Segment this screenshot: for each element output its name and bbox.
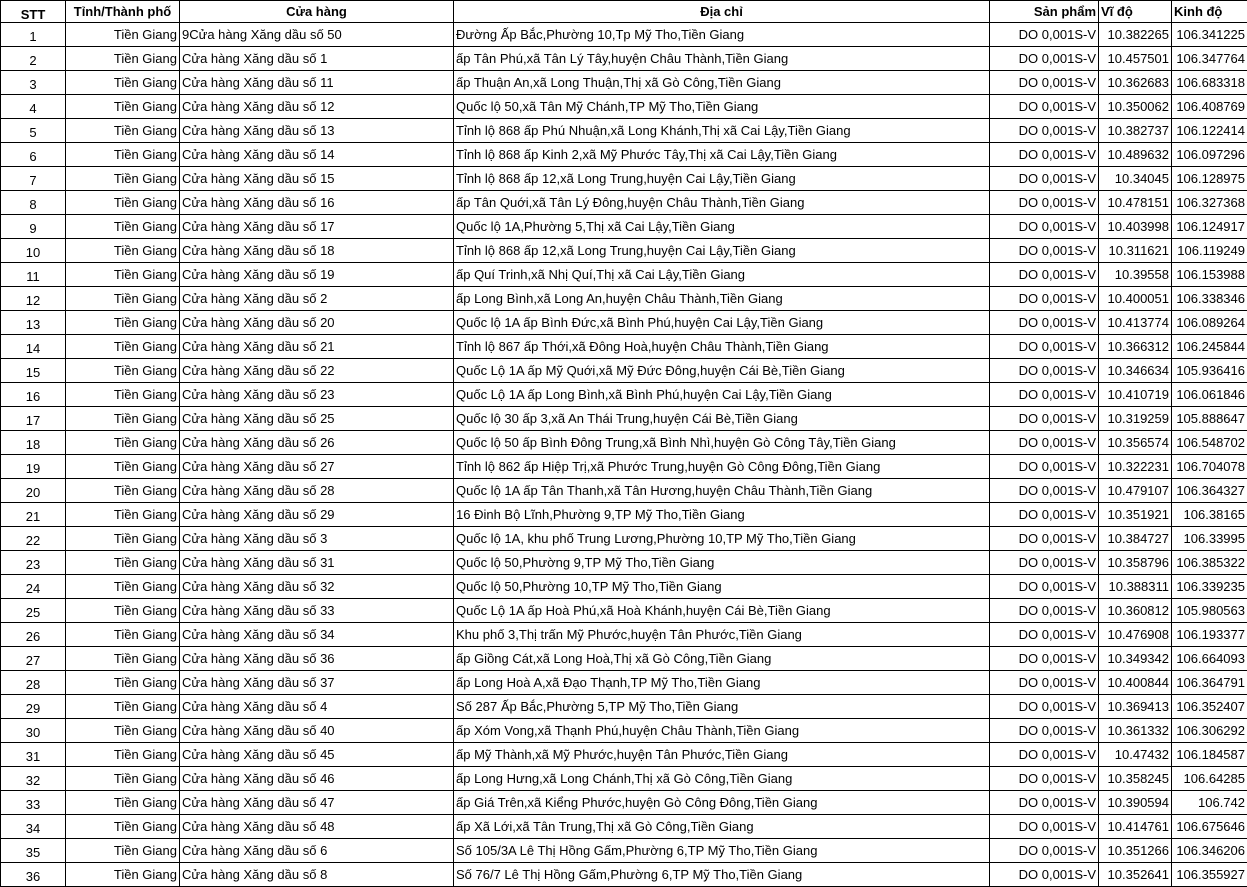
- cell-province: Tiền Giang: [66, 23, 180, 47]
- cell-stt: 27: [1, 647, 66, 671]
- cell-address: Quốc Lộ 1A ấp Hoà Phú,xã Hoà Khánh,huyện Cái Bè,Tiền Giang: [454, 599, 990, 623]
- cell-store: Cửa hàng Xăng dầu số 11: [180, 71, 454, 95]
- cell-stt: 33: [1, 791, 66, 815]
- cell-product: DO 0,001S-V: [990, 71, 1099, 95]
- table-row: [1, 95, 1247, 119]
- cell-store: Cửa hàng Xăng dầu số 17: [180, 215, 454, 239]
- cell-product: DO 0,001S-V: [990, 95, 1099, 119]
- cell-store: Cửa hàng Xăng dầu số 14: [180, 143, 454, 167]
- cell-province: Tiền Giang: [66, 527, 180, 551]
- cell-address: Tỉnh lộ 862 ấp Hiệp Trị,xã Phước Trung,huyện Gò Công Đông,Tiền Giang: [454, 455, 990, 479]
- cell-stt: 36: [1, 863, 66, 887]
- cell-province: Tiền Giang: [66, 743, 180, 767]
- cell-product: DO 0,001S-V: [990, 479, 1099, 503]
- cell-latitude: 10.361332: [1099, 719, 1172, 743]
- cell-province: Tiền Giang: [66, 431, 180, 455]
- cell-address: 16 Đinh Bộ Lĩnh,Phường 9,TP Mỹ Tho,Tiền Giang: [454, 503, 990, 527]
- cell-product: DO 0,001S-V: [990, 359, 1099, 383]
- cell-address: Số 76/7 Lê Thị Hồng Gấm,Phường 6,TP Mỹ Tho,Tiền Giang: [454, 863, 990, 887]
- cell-province: Tiền Giang: [66, 167, 180, 191]
- cell-stt: 22: [1, 527, 66, 551]
- cell-product: DO 0,001S-V: [990, 599, 1099, 623]
- cell-address: ấp Tân Phú,xã Tân Lý Tây,huyện Châu Thành,Tiền Giang: [454, 47, 990, 71]
- table-row: [1, 407, 1247, 431]
- cell-product: DO 0,001S-V: [990, 311, 1099, 335]
- cell-stt: 16: [1, 383, 66, 407]
- cell-longitude: 106.742: [1172, 791, 1247, 815]
- cell-longitude: 106.184587: [1172, 743, 1247, 767]
- cell-longitude: 106.683318: [1172, 71, 1247, 95]
- table-row: [1, 479, 1247, 503]
- cell-stt: 23: [1, 551, 66, 575]
- cell-latitude: 10.390594: [1099, 791, 1172, 815]
- header-store: Cửa hàng: [180, 1, 454, 23]
- cell-product: DO 0,001S-V: [990, 671, 1099, 695]
- cell-stt: 32: [1, 767, 66, 791]
- cell-province: Tiền Giang: [66, 455, 180, 479]
- table-row: [1, 23, 1247, 47]
- cell-longitude: 106.364327: [1172, 479, 1247, 503]
- cell-latitude: 10.350062: [1099, 95, 1172, 119]
- cell-address: ấp Mỹ Thành,xã Mỹ Phước,huyện Tân Phước,Tiền Giang: [454, 743, 990, 767]
- cell-longitude: 106.364791: [1172, 671, 1247, 695]
- table-row: [1, 743, 1247, 767]
- cell-product: DO 0,001S-V: [990, 527, 1099, 551]
- cell-province: Tiền Giang: [66, 695, 180, 719]
- cell-address: ấp Thuận An,xã Long Thuận,Thị xã Gò Công,Tiền Giang: [454, 71, 990, 95]
- cell-store: Cửa hàng Xăng dầu số 18: [180, 239, 454, 263]
- cell-stt: 10: [1, 239, 66, 263]
- cell-product: DO 0,001S-V: [990, 503, 1099, 527]
- cell-latitude: 10.403998: [1099, 215, 1172, 239]
- table-row: [1, 527, 1247, 551]
- cell-store: Cửa hàng Xăng dầu số 3: [180, 527, 454, 551]
- cell-store: Cửa hàng Xăng dầu số 4: [180, 695, 454, 719]
- cell-longitude: 106.153988: [1172, 263, 1247, 287]
- cell-product: DO 0,001S-V: [990, 431, 1099, 455]
- cell-province: Tiền Giang: [66, 311, 180, 335]
- cell-latitude: 10.384727: [1099, 527, 1172, 551]
- cell-latitude: 10.351266: [1099, 839, 1172, 863]
- cell-stt: 14: [1, 335, 66, 359]
- cell-store: Cửa hàng Xăng dầu số 29: [180, 503, 454, 527]
- table-row: [1, 575, 1247, 599]
- cell-province: Tiền Giang: [66, 479, 180, 503]
- cell-product: DO 0,001S-V: [990, 719, 1099, 743]
- cell-address: Quốc lộ 1A ấp Bình Đức,xã Bình Phú,huyện Cai Lậy,Tiền Giang: [454, 311, 990, 335]
- cell-address: ấp Giá Trên,xã Kiểng Phước,huyện Gò Công Đông,Tiền Giang: [454, 791, 990, 815]
- cell-longitude: 105.936416: [1172, 359, 1247, 383]
- cell-product: DO 0,001S-V: [990, 695, 1099, 719]
- cell-longitude: 106.346206: [1172, 839, 1247, 863]
- cell-product: DO 0,001S-V: [990, 143, 1099, 167]
- cell-longitude: 106.124917: [1172, 215, 1247, 239]
- table-row: [1, 335, 1247, 359]
- cell-product: DO 0,001S-V: [990, 791, 1099, 815]
- cell-store: Cửa hàng Xăng dầu số 25: [180, 407, 454, 431]
- cell-address: Quốc lộ 1A,Phường 5,Thị xã Cai Lậy,Tiền Giang: [454, 215, 990, 239]
- cell-province: Tiền Giang: [66, 767, 180, 791]
- cell-address: Tỉnh lộ 868 ấp 12,xã Long Trung,huyện Cai Lậy,Tiền Giang: [454, 239, 990, 263]
- cell-longitude: 106.664093: [1172, 647, 1247, 671]
- cell-stt: 5: [1, 119, 66, 143]
- cell-store: Cửa hàng Xăng dầu số 48: [180, 815, 454, 839]
- cell-stt: 1: [1, 23, 66, 47]
- cell-product: DO 0,001S-V: [990, 863, 1099, 887]
- cell-store: Cửa hàng Xăng dầu số 13: [180, 119, 454, 143]
- cell-stt: 30: [1, 719, 66, 743]
- cell-latitude: 10.457501: [1099, 47, 1172, 71]
- table-row: [1, 71, 1247, 95]
- cell-latitude: 10.358796: [1099, 551, 1172, 575]
- cell-stt: 11: [1, 263, 66, 287]
- cell-province: Tiền Giang: [66, 623, 180, 647]
- header-address: Địa chỉ: [454, 1, 990, 23]
- table-row: [1, 767, 1247, 791]
- cell-latitude: 10.366312: [1099, 335, 1172, 359]
- cell-longitude: 106.64285: [1172, 767, 1247, 791]
- cell-latitude: 10.47432: [1099, 743, 1172, 767]
- cell-latitude: 10.410719: [1099, 383, 1172, 407]
- cell-longitude: 106.355927: [1172, 863, 1247, 887]
- cell-store: Cửa hàng Xăng dầu số 26: [180, 431, 454, 455]
- cell-stt: 12: [1, 287, 66, 311]
- cell-stt: 28: [1, 671, 66, 695]
- cell-store: Cửa hàng Xăng dầu số 33: [180, 599, 454, 623]
- cell-latitude: 10.356574: [1099, 431, 1172, 455]
- cell-longitude: 106.339235: [1172, 575, 1247, 599]
- cell-product: DO 0,001S-V: [990, 215, 1099, 239]
- cell-product: DO 0,001S-V: [990, 647, 1099, 671]
- cell-latitude: 10.311621: [1099, 239, 1172, 263]
- table-row: [1, 839, 1247, 863]
- cell-longitude: 106.338346: [1172, 287, 1247, 311]
- cell-store: Cửa hàng Xăng dầu số 1: [180, 47, 454, 71]
- table-row: [1, 695, 1247, 719]
- header-row: [1, 1, 1247, 23]
- cell-longitude: 106.385322: [1172, 551, 1247, 575]
- cell-stt: 31: [1, 743, 66, 767]
- table-row: [1, 191, 1247, 215]
- cell-latitude: 10.400051: [1099, 287, 1172, 311]
- cell-latitude: 10.382265: [1099, 23, 1172, 47]
- cell-stt: 25: [1, 599, 66, 623]
- cell-longitude: 105.888647: [1172, 407, 1247, 431]
- cell-store: Cửa hàng Xăng dầu số 20: [180, 311, 454, 335]
- cell-stt: 29: [1, 695, 66, 719]
- cell-store: Cửa hàng Xăng dầu số 6: [180, 839, 454, 863]
- cell-address: Quốc lộ 50,xã Tân Mỹ Chánh,TP Mỹ Tho,Tiền Giang: [454, 95, 990, 119]
- table-row: [1, 383, 1247, 407]
- cell-address: Quốc lộ 1A ấp Tân Thanh,xã Tân Hương,huyện Châu Thành,Tiền Giang: [454, 479, 990, 503]
- table-row: [1, 47, 1247, 71]
- cell-address: ấp Giồng Cát,xã Long Hoà,Thị xã Gò Công,Tiền Giang: [454, 647, 990, 671]
- cell-stt: 7: [1, 167, 66, 191]
- cell-product: DO 0,001S-V: [990, 335, 1099, 359]
- cell-longitude: 106.119249: [1172, 239, 1247, 263]
- cell-province: Tiền Giang: [66, 95, 180, 119]
- cell-latitude: 10.349342: [1099, 647, 1172, 671]
- cell-address: Quốc lộ 50 ấp Bình Đông Trung,xã Bình Nhì,huyện Gò Công Tây,Tiền Giang: [454, 431, 990, 455]
- cell-latitude: 10.352641: [1099, 863, 1172, 887]
- cell-product: DO 0,001S-V: [990, 839, 1099, 863]
- table-row: [1, 215, 1247, 239]
- cell-longitude: 106.128975: [1172, 167, 1247, 191]
- cell-stt: 19: [1, 455, 66, 479]
- cell-latitude: 10.319259: [1099, 407, 1172, 431]
- table-row: [1, 503, 1247, 527]
- table-row: [1, 551, 1247, 575]
- cell-address: Số 105/3A Lê Thị Hồng Gấm,Phường 6,TP Mỹ Tho,Tiền Giang: [454, 839, 990, 863]
- cell-latitude: 10.479107: [1099, 479, 1172, 503]
- cell-address: Quốc Lộ 1A ấp Long Bình,xã Bình Phú,huyện Cai Lậy,Tiền Giang: [454, 383, 990, 407]
- cell-address: ấp Long Hưng,xã Long Chánh,Thị xã Gò Công,Tiền Giang: [454, 767, 990, 791]
- table-row: [1, 599, 1247, 623]
- cell-latitude: 10.346634: [1099, 359, 1172, 383]
- table-row: [1, 287, 1247, 311]
- cell-longitude: 105.980563: [1172, 599, 1247, 623]
- cell-store: Cửa hàng Xăng dầu số 28: [180, 479, 454, 503]
- cell-province: Tiền Giang: [66, 335, 180, 359]
- cell-province: Tiền Giang: [66, 839, 180, 863]
- cell-province: Tiền Giang: [66, 791, 180, 815]
- cell-address: ấp Xóm Vong,xã Thạnh Phú,huyện Châu Thành,Tiền Giang: [454, 719, 990, 743]
- cell-address: ấp Long Hoà A,xã Đạo Thạnh,TP Mỹ Tho,Tiền Giang: [454, 671, 990, 695]
- cell-latitude: 10.400844: [1099, 671, 1172, 695]
- cell-province: Tiền Giang: [66, 263, 180, 287]
- cell-stt: 24: [1, 575, 66, 599]
- cell-latitude: 10.358245: [1099, 767, 1172, 791]
- cell-province: Tiền Giang: [66, 359, 180, 383]
- cell-address: Tỉnh lộ 868 ấp Phú Nhuận,xã Long Khánh,Thị xã Cai Lậy,Tiền Giang: [454, 119, 990, 143]
- cell-longitude: 106.704078: [1172, 455, 1247, 479]
- cell-stt: 15: [1, 359, 66, 383]
- cell-address: Khu phố 3,Thị trấn Mỹ Phước,huyện Tân Phước,Tiền Giang: [454, 623, 990, 647]
- cell-stt: 26: [1, 623, 66, 647]
- cell-latitude: 10.34045: [1099, 167, 1172, 191]
- cell-province: Tiền Giang: [66, 215, 180, 239]
- cell-longitude: 106.245844: [1172, 335, 1247, 359]
- cell-product: DO 0,001S-V: [990, 407, 1099, 431]
- table-row: [1, 455, 1247, 479]
- cell-stt: 34: [1, 815, 66, 839]
- cell-product: DO 0,001S-V: [990, 263, 1099, 287]
- cell-address: ấp Tân Quới,xã Tân Lý Đông,huyện Châu Thành,Tiền Giang: [454, 191, 990, 215]
- cell-longitude: 106.675646: [1172, 815, 1247, 839]
- header-stt: STT: [1, 1, 66, 23]
- cell-product: DO 0,001S-V: [990, 23, 1099, 47]
- cell-province: Tiền Giang: [66, 287, 180, 311]
- cell-store: Cửa hàng Xăng dầu số 19: [180, 263, 454, 287]
- cell-stt: 8: [1, 191, 66, 215]
- cell-province: Tiền Giang: [66, 71, 180, 95]
- cell-product: DO 0,001S-V: [990, 191, 1099, 215]
- cell-stt: 35: [1, 839, 66, 863]
- cell-product: DO 0,001S-V: [990, 383, 1099, 407]
- cell-province: Tiền Giang: [66, 191, 180, 215]
- table-row: [1, 119, 1247, 143]
- cell-latitude: 10.414761: [1099, 815, 1172, 839]
- cell-address: Tỉnh lộ 868 ấp 12,xã Long Trung,huyện Cai Lậy,Tiền Giang: [454, 167, 990, 191]
- cell-address: Tỉnh lộ 867 ấp Thới,xã Đông Hoà,huyện Châu Thành,Tiền Giang: [454, 335, 990, 359]
- cell-province: Tiền Giang: [66, 407, 180, 431]
- table-row: [1, 311, 1247, 335]
- cell-address: Quốc lộ 30 ấp 3,xã An Thái Trung,huyện Cái Bè,Tiền Giang: [454, 407, 990, 431]
- cell-province: Tiền Giang: [66, 503, 180, 527]
- cell-product: DO 0,001S-V: [990, 47, 1099, 71]
- cell-store: Cửa hàng Xăng dầu số 2: [180, 287, 454, 311]
- table-row: [1, 431, 1247, 455]
- cell-province: Tiền Giang: [66, 575, 180, 599]
- cell-address: ấp Xã Lới,xã Tân Trung,Thị xã Gò Công,Tiền Giang: [454, 815, 990, 839]
- table-row: [1, 791, 1247, 815]
- cell-longitude: 106.408769: [1172, 95, 1247, 119]
- cell-product: DO 0,001S-V: [990, 815, 1099, 839]
- cell-province: Tiền Giang: [66, 647, 180, 671]
- cell-store: Cửa hàng Xăng dầu số 32: [180, 575, 454, 599]
- cell-store: Cửa hàng Xăng dầu số 27: [180, 455, 454, 479]
- cell-address: Số 287 Ấp Bắc,Phường 5,TP Mỹ Tho,Tiền Giang: [454, 695, 990, 719]
- cell-store: Cửa hàng Xăng dầu số 16: [180, 191, 454, 215]
- cell-longitude: 106.089264: [1172, 311, 1247, 335]
- cell-stt: 9: [1, 215, 66, 239]
- cell-stt: 13: [1, 311, 66, 335]
- cell-longitude: 106.352407: [1172, 695, 1247, 719]
- cell-province: Tiền Giang: [66, 815, 180, 839]
- cell-longitude: 106.327368: [1172, 191, 1247, 215]
- cell-longitude: 106.33995: [1172, 527, 1247, 551]
- cell-product: DO 0,001S-V: [990, 623, 1099, 647]
- cell-store: Cửa hàng Xăng dầu số 12: [180, 95, 454, 119]
- cell-latitude: 10.322231: [1099, 455, 1172, 479]
- cell-province: Tiền Giang: [66, 551, 180, 575]
- cell-latitude: 10.388311: [1099, 575, 1172, 599]
- header-longitude: Kinh độ: [1172, 1, 1247, 23]
- cell-province: Tiền Giang: [66, 383, 180, 407]
- cell-longitude: 106.548702: [1172, 431, 1247, 455]
- cell-store: Cửa hàng Xăng dầu số 37: [180, 671, 454, 695]
- cell-longitude: 106.193377: [1172, 623, 1247, 647]
- cell-product: DO 0,001S-V: [990, 119, 1099, 143]
- cell-stt: 20: [1, 479, 66, 503]
- cell-latitude: 10.382737: [1099, 119, 1172, 143]
- table-row: [1, 863, 1247, 887]
- cell-longitude: 106.097296: [1172, 143, 1247, 167]
- cell-product: DO 0,001S-V: [990, 551, 1099, 575]
- cell-latitude: 10.489632: [1099, 143, 1172, 167]
- cell-store: Cửa hàng Xăng dầu số 8: [180, 863, 454, 887]
- cell-province: Tiền Giang: [66, 863, 180, 887]
- cell-store: Cửa hàng Xăng dầu số 23: [180, 383, 454, 407]
- cell-product: DO 0,001S-V: [990, 167, 1099, 191]
- cell-store: Cửa hàng Xăng dầu số 40: [180, 719, 454, 743]
- cell-province: Tiền Giang: [66, 143, 180, 167]
- header-latitude: Vĩ độ: [1099, 1, 1172, 23]
- cell-store: Cửa hàng Xăng dầu số 31: [180, 551, 454, 575]
- cell-stt: 3: [1, 71, 66, 95]
- cell-store: Cửa hàng Xăng dầu số 21: [180, 335, 454, 359]
- cell-address: Quốc lộ 50,Phường 10,TP Mỹ Tho,Tiền Giang: [454, 575, 990, 599]
- cell-province: Tiền Giang: [66, 599, 180, 623]
- cell-stt: 2: [1, 47, 66, 71]
- cell-store: Cửa hàng Xăng dầu số 34: [180, 623, 454, 647]
- cell-store: Cửa hàng Xăng dầu số 22: [180, 359, 454, 383]
- cell-latitude: 10.360812: [1099, 599, 1172, 623]
- cell-latitude: 10.476908: [1099, 623, 1172, 647]
- cell-store: Cửa hàng Xăng dầu số 36: [180, 647, 454, 671]
- table-row: [1, 815, 1247, 839]
- table-row: [1, 719, 1247, 743]
- cell-longitude: 106.341225: [1172, 23, 1247, 47]
- cell-store: 9Cửa hàng Xăng dầu số 50: [180, 23, 454, 47]
- cell-latitude: 10.369413: [1099, 695, 1172, 719]
- table-row: [1, 263, 1247, 287]
- cell-province: Tiền Giang: [66, 47, 180, 71]
- cell-address: ấp Long Bình,xã Long An,huyện Châu Thành,Tiền Giang: [454, 287, 990, 311]
- cell-latitude: 10.351921: [1099, 503, 1172, 527]
- cell-product: DO 0,001S-V: [990, 767, 1099, 791]
- table-row: [1, 647, 1247, 671]
- cell-product: DO 0,001S-V: [990, 287, 1099, 311]
- cell-stt: 21: [1, 503, 66, 527]
- cell-province: Tiền Giang: [66, 119, 180, 143]
- cell-longitude: 106.347764: [1172, 47, 1247, 71]
- cell-product: DO 0,001S-V: [990, 455, 1099, 479]
- cell-product: DO 0,001S-V: [990, 743, 1099, 767]
- cell-product: DO 0,001S-V: [990, 239, 1099, 263]
- cell-province: Tiền Giang: [66, 239, 180, 263]
- cell-address: Quốc lộ 50,Phường 9,TP Mỹ Tho,Tiền Giang: [454, 551, 990, 575]
- table-row: [1, 167, 1247, 191]
- header-province: Tỉnh/Thành phố: [66, 1, 180, 23]
- cell-address: Quốc lộ 1A, khu phố Trung Lương,Phường 10,TP Mỹ Tho,Tiền Giang: [454, 527, 990, 551]
- table-row: [1, 623, 1247, 647]
- cell-store: Cửa hàng Xăng dầu số 47: [180, 791, 454, 815]
- cell-product: DO 0,001S-V: [990, 575, 1099, 599]
- header-product: Sản phẩm: [990, 1, 1099, 23]
- cell-store: Cửa hàng Xăng dầu số 46: [180, 767, 454, 791]
- cell-longitude: 106.061846: [1172, 383, 1247, 407]
- table-row: [1, 671, 1247, 695]
- cell-latitude: 10.413774: [1099, 311, 1172, 335]
- cell-store: Cửa hàng Xăng dầu số 15: [180, 167, 454, 191]
- table-row: [1, 359, 1247, 383]
- cell-address: Quốc Lộ 1A ấp Mỹ Quới,xã Mỹ Đức Đông,huyện Cái Bè,Tiền Giang: [454, 359, 990, 383]
- cell-address: Tỉnh lộ 868 ấp Kinh 2,xã Mỹ Phước Tây,Thị xã Cai Lậy,Tiền Giang: [454, 143, 990, 167]
- table-row: [1, 143, 1247, 167]
- cell-stt: 4: [1, 95, 66, 119]
- cell-province: Tiền Giang: [66, 671, 180, 695]
- cell-latitude: 10.478151: [1099, 191, 1172, 215]
- cell-latitude: 10.362683: [1099, 71, 1172, 95]
- cell-stt: 18: [1, 431, 66, 455]
- cell-stt: 17: [1, 407, 66, 431]
- cell-longitude: 106.38165: [1172, 503, 1247, 527]
- cell-longitude: 106.122414: [1172, 119, 1247, 143]
- cell-store: Cửa hàng Xăng dầu số 45: [180, 743, 454, 767]
- cell-address: ấp Quí Trinh,xã Nhị Quí,Thị xã Cai Lậy,Tiền Giang: [454, 263, 990, 287]
- cell-longitude: 106.306292: [1172, 719, 1247, 743]
- cell-address: Đường Ấp Bắc,Phường 10,Tp Mỹ Tho,Tiền Giang: [454, 23, 990, 47]
- table-row: [1, 239, 1247, 263]
- cell-province: Tiền Giang: [66, 719, 180, 743]
- cell-latitude: 10.39558: [1099, 263, 1172, 287]
- cell-stt: 6: [1, 143, 66, 167]
